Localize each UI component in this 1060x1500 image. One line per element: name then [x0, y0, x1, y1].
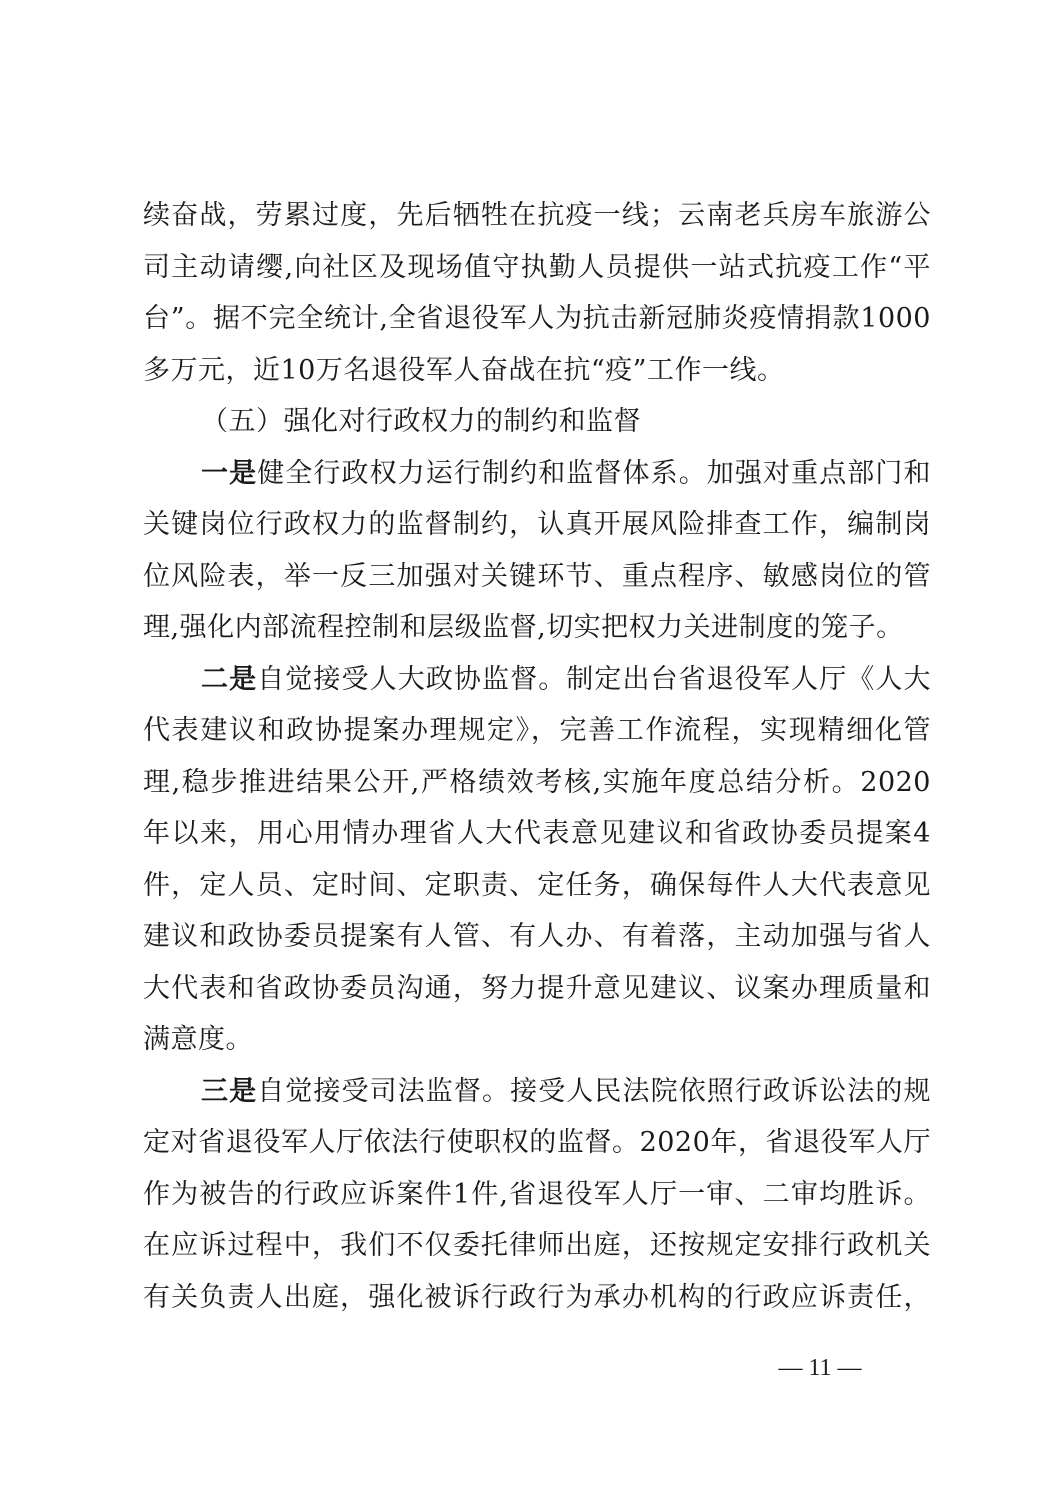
text-line: 代表建议和政协提案办理规定》，完善工作流程，实现精细化管: [143, 715, 931, 746]
paragraph-text: 自觉接受司法监督。接受人民法院依照行政诉讼法的规: [257, 1075, 932, 1107]
text-line: 年以来，用心用情办理省人大代表意见建议和省政协委员提案4: [143, 818, 931, 849]
text-line: 多万元，近10万名退役军人奋战在抗“疫”工作一线。: [143, 354, 785, 386]
paragraph-first-line: [143, 654, 931, 706]
text-line: 有关负责人出庭，强化被诉行政行为承办机构的行政应诉责任，: [143, 1281, 931, 1313]
text-line: 续奋战，劳累过度，先后牺牲在抗疫一线；云南老兵房车旅游公: [143, 200, 931, 231]
text-line: 大代表和省政协委员沟通，努力提升意见建议、议案办理质量和: [143, 972, 931, 1004]
text-line: 关键岗位行政权力的监督制约，认真开展风险排查工作，编制岗: [143, 509, 931, 540]
page-number: — 11 —: [778, 1355, 862, 1381]
text-line: 定对省退役军人厅依法行使职权的监督。2020年，省退役军人厅: [143, 1127, 931, 1158]
text-line: 理,强化内部流程控制和层级监督,切实把权力关进制度的笼子。: [143, 612, 904, 643]
paragraph-lead: 二是: [201, 663, 258, 695]
text-line: 司主动请缨,向社区及现场值守执勤人员提供一站式抗疫工作“平: [143, 251, 931, 283]
paragraph-lead: 一是: [201, 457, 258, 489]
paragraph-first-line: [143, 1066, 931, 1118]
text-line: 件，定人员、定时间、定职责、定任务，确保每件人大代表意见: [143, 869, 931, 901]
text-line: 理,稳步推进结果公开,严格绩效考核,实施年度总结分析。2020: [143, 766, 931, 798]
body-text: [143, 190, 931, 1323]
section-heading: （五）强化对行政权力的制约和监督: [201, 406, 641, 437]
text-line: 位风险表，举一反三加强对关键环节、重点程序、敏感岗位的管: [143, 560, 931, 592]
text-line: 作为被告的行政应诉案件1件,省退役军人厅一审、二审均胜诉。: [143, 1178, 931, 1210]
paragraph-lead: 三是: [201, 1075, 258, 1107]
paragraph-first-line: [143, 448, 931, 500]
paragraph-text: 健全行政权力运行制约和监督体系。加强对重点部门和: [257, 457, 932, 489]
text-line: 满意度。: [143, 1024, 253, 1055]
text-line: 建议和政协委员提案有人管、有人办、有着落，主动加强与省人: [143, 921, 931, 952]
text-line: 台”。据不完全统计,全省退役军人为抗击新冠肺炎疫情捐款1000: [143, 303, 931, 334]
paragraph-text: 自觉接受人大政协监督。制定出台省退役军人厅《人大: [257, 663, 932, 695]
text-line: 在应诉过程中，我们不仅委托律师出庭，还按规定安排行政机关: [143, 1230, 931, 1261]
